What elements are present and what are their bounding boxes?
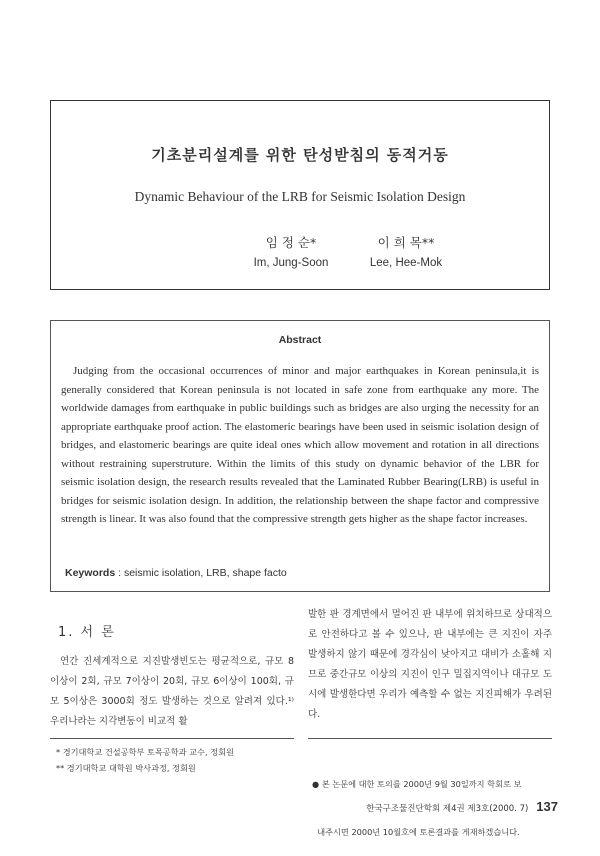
footnote-divider-right xyxy=(308,738,552,739)
footnote-divider-left xyxy=(50,738,294,739)
abstract-box xyxy=(50,320,550,592)
author-2-korean-name: 이 희 목** xyxy=(377,235,435,250)
keywords-list: : seismic isolation, LRB, shape facto xyxy=(115,567,287,579)
paper-title-english: Dynamic Behaviour of the LRB for Seismic Isolation Design xyxy=(134,189,466,204)
author-1 xyxy=(226,233,356,269)
author-2-english-name: Lee, Hee-Mok xyxy=(369,257,443,269)
footnote-author-2: ** 경기대학교 대학원 박사과정, 정회원 xyxy=(56,763,196,773)
discussion-notice-line-2: 내주시면 2000년 10월호에 토론결과를 게재하겠습니다. xyxy=(312,827,520,837)
page-number: 137 xyxy=(536,799,558,814)
page-footer xyxy=(366,799,558,814)
discussion-notice-line-1: ● 본 논문에 대한 토의를 2000년 9월 30일까지 학회로 보 xyxy=(312,779,522,789)
journal-citation: 한국구조물진단학회 제4권 제3호(2000. 7) xyxy=(366,804,529,814)
abstract-body: Judging from the occasional occurrences of minor and major earthquakes in Korean peninsula,it is generally considered that Korean peninsula is not located in safe zone from earthquake any more. The worldwide damages from earthquake in public buildings such as bridges are also urging the necessity for an appropriate earthquake proof action. The elastomeric bearings have been used in seismic isolation design of bridges, and elastomeric bearings are quite ideal ones which allow movement and rotation in all directions without restraining superstruture. Within the limits of this study on dynamic behavior of the LBR for seismic isolation design, the research results revealed that the Laminated Rubber Bearing(LRB) is useful in bridges for seismic isolation design. In addition, the relationship between the shape factor and compressive strength is linear. It was also found that the compressive strength gets higher as the shape factor increases. xyxy=(61,365,539,525)
section-heading-introduction: 1. 서 론 xyxy=(58,625,116,640)
body-column-right: 발한 판 경계면에서 멀어진 판 내부에 위치하므로 상대적으로 안전하다고 볼 수 있으나, 판 내부에는 큰 지진이 자주 발생하지 않기 때문에 경각심이 낮아지고 대비가 소홀해 지므로 중간규모 이상의 지진이 인구 밀집지역이나 대규모 도시에 발생한다면 우리가 예측할 수 없는 지진피해가 우려된다. xyxy=(308,609,552,720)
abstract-heading: Abstract xyxy=(278,334,322,346)
author-1-korean-name: 임 정 순* xyxy=(265,235,317,250)
paper-title-korean: 기초분리설계를 위한 탄성받침의 동적거동 xyxy=(151,146,449,164)
author-2 xyxy=(341,233,471,269)
body-column-left: 연간 진세계적으로 지진발생빈도는 평균적으로, 규모 8이상이 2회, 규모 7이상이 20회, 규모 6이상이 100회, 규모 5이상은 3000회 정도 발생하는 것으로 알려져 있다.¹⁾ 우리나라는 지각변동이 비교적 활 xyxy=(50,656,294,727)
author-1-english-name: Im, Jung-Soon xyxy=(253,257,329,269)
keywords-label: Keywords xyxy=(65,567,116,579)
keywords-line xyxy=(65,567,287,579)
footnote-left xyxy=(56,744,234,776)
footnote-author-1: * 경기대학교 건설공학부 토목공학과 교수, 정회원 xyxy=(56,747,234,757)
title-box xyxy=(50,100,550,290)
